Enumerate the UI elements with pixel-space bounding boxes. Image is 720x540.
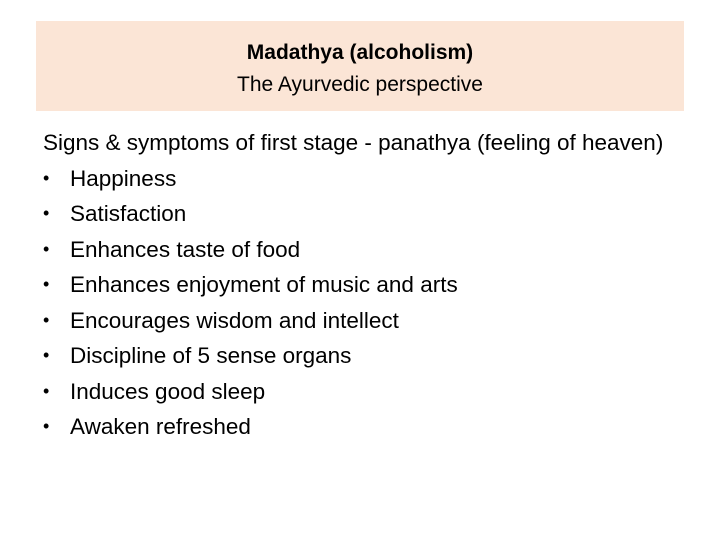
list-item-text: Awaken refreshed: [70, 414, 251, 439]
list-item-text: Induces good sleep: [70, 378, 266, 404]
slide-title: Madathya (alcoholism): [246, 41, 474, 64]
list-item-text: Satisfaction: [70, 201, 187, 226]
list-item: [43, 161, 683, 197]
title-banner: [36, 21, 684, 111]
list-item-text: Encourages wisdom and intellect: [70, 307, 399, 333]
slide-subtitle: The Ayurvedic perspective: [237, 73, 483, 96]
bullet-icon: •: [43, 167, 50, 188]
list-item: [43, 267, 683, 303]
slide-body: [43, 125, 683, 445]
list-item-text: Enhances enjoyment of music and arts: [70, 272, 458, 297]
list-item-text: Happiness: [70, 165, 177, 191]
bullet-icon: •: [43, 203, 50, 223]
bullet-icon: •: [43, 238, 50, 259]
bullet-icon: •: [43, 274, 50, 294]
intro-text: Signs & symptoms of first stage - panathya (feeling of heaven): [43, 130, 664, 155]
list-item: [43, 303, 683, 339]
list-item: [43, 338, 683, 374]
bullet-icon: •: [43, 309, 50, 330]
bullet-list: [43, 161, 683, 445]
bullet-icon: •: [43, 416, 50, 436]
bullet-icon: •: [43, 380, 50, 401]
list-item: [43, 409, 683, 445]
list-item: [43, 374, 683, 410]
list-item-text: Enhances taste of food: [70, 236, 301, 262]
list-item: [43, 232, 683, 268]
list-item: [43, 196, 683, 232]
list-item-text: Discipline of 5 sense organs: [70, 343, 352, 368]
bullet-icon: •: [43, 345, 50, 365]
